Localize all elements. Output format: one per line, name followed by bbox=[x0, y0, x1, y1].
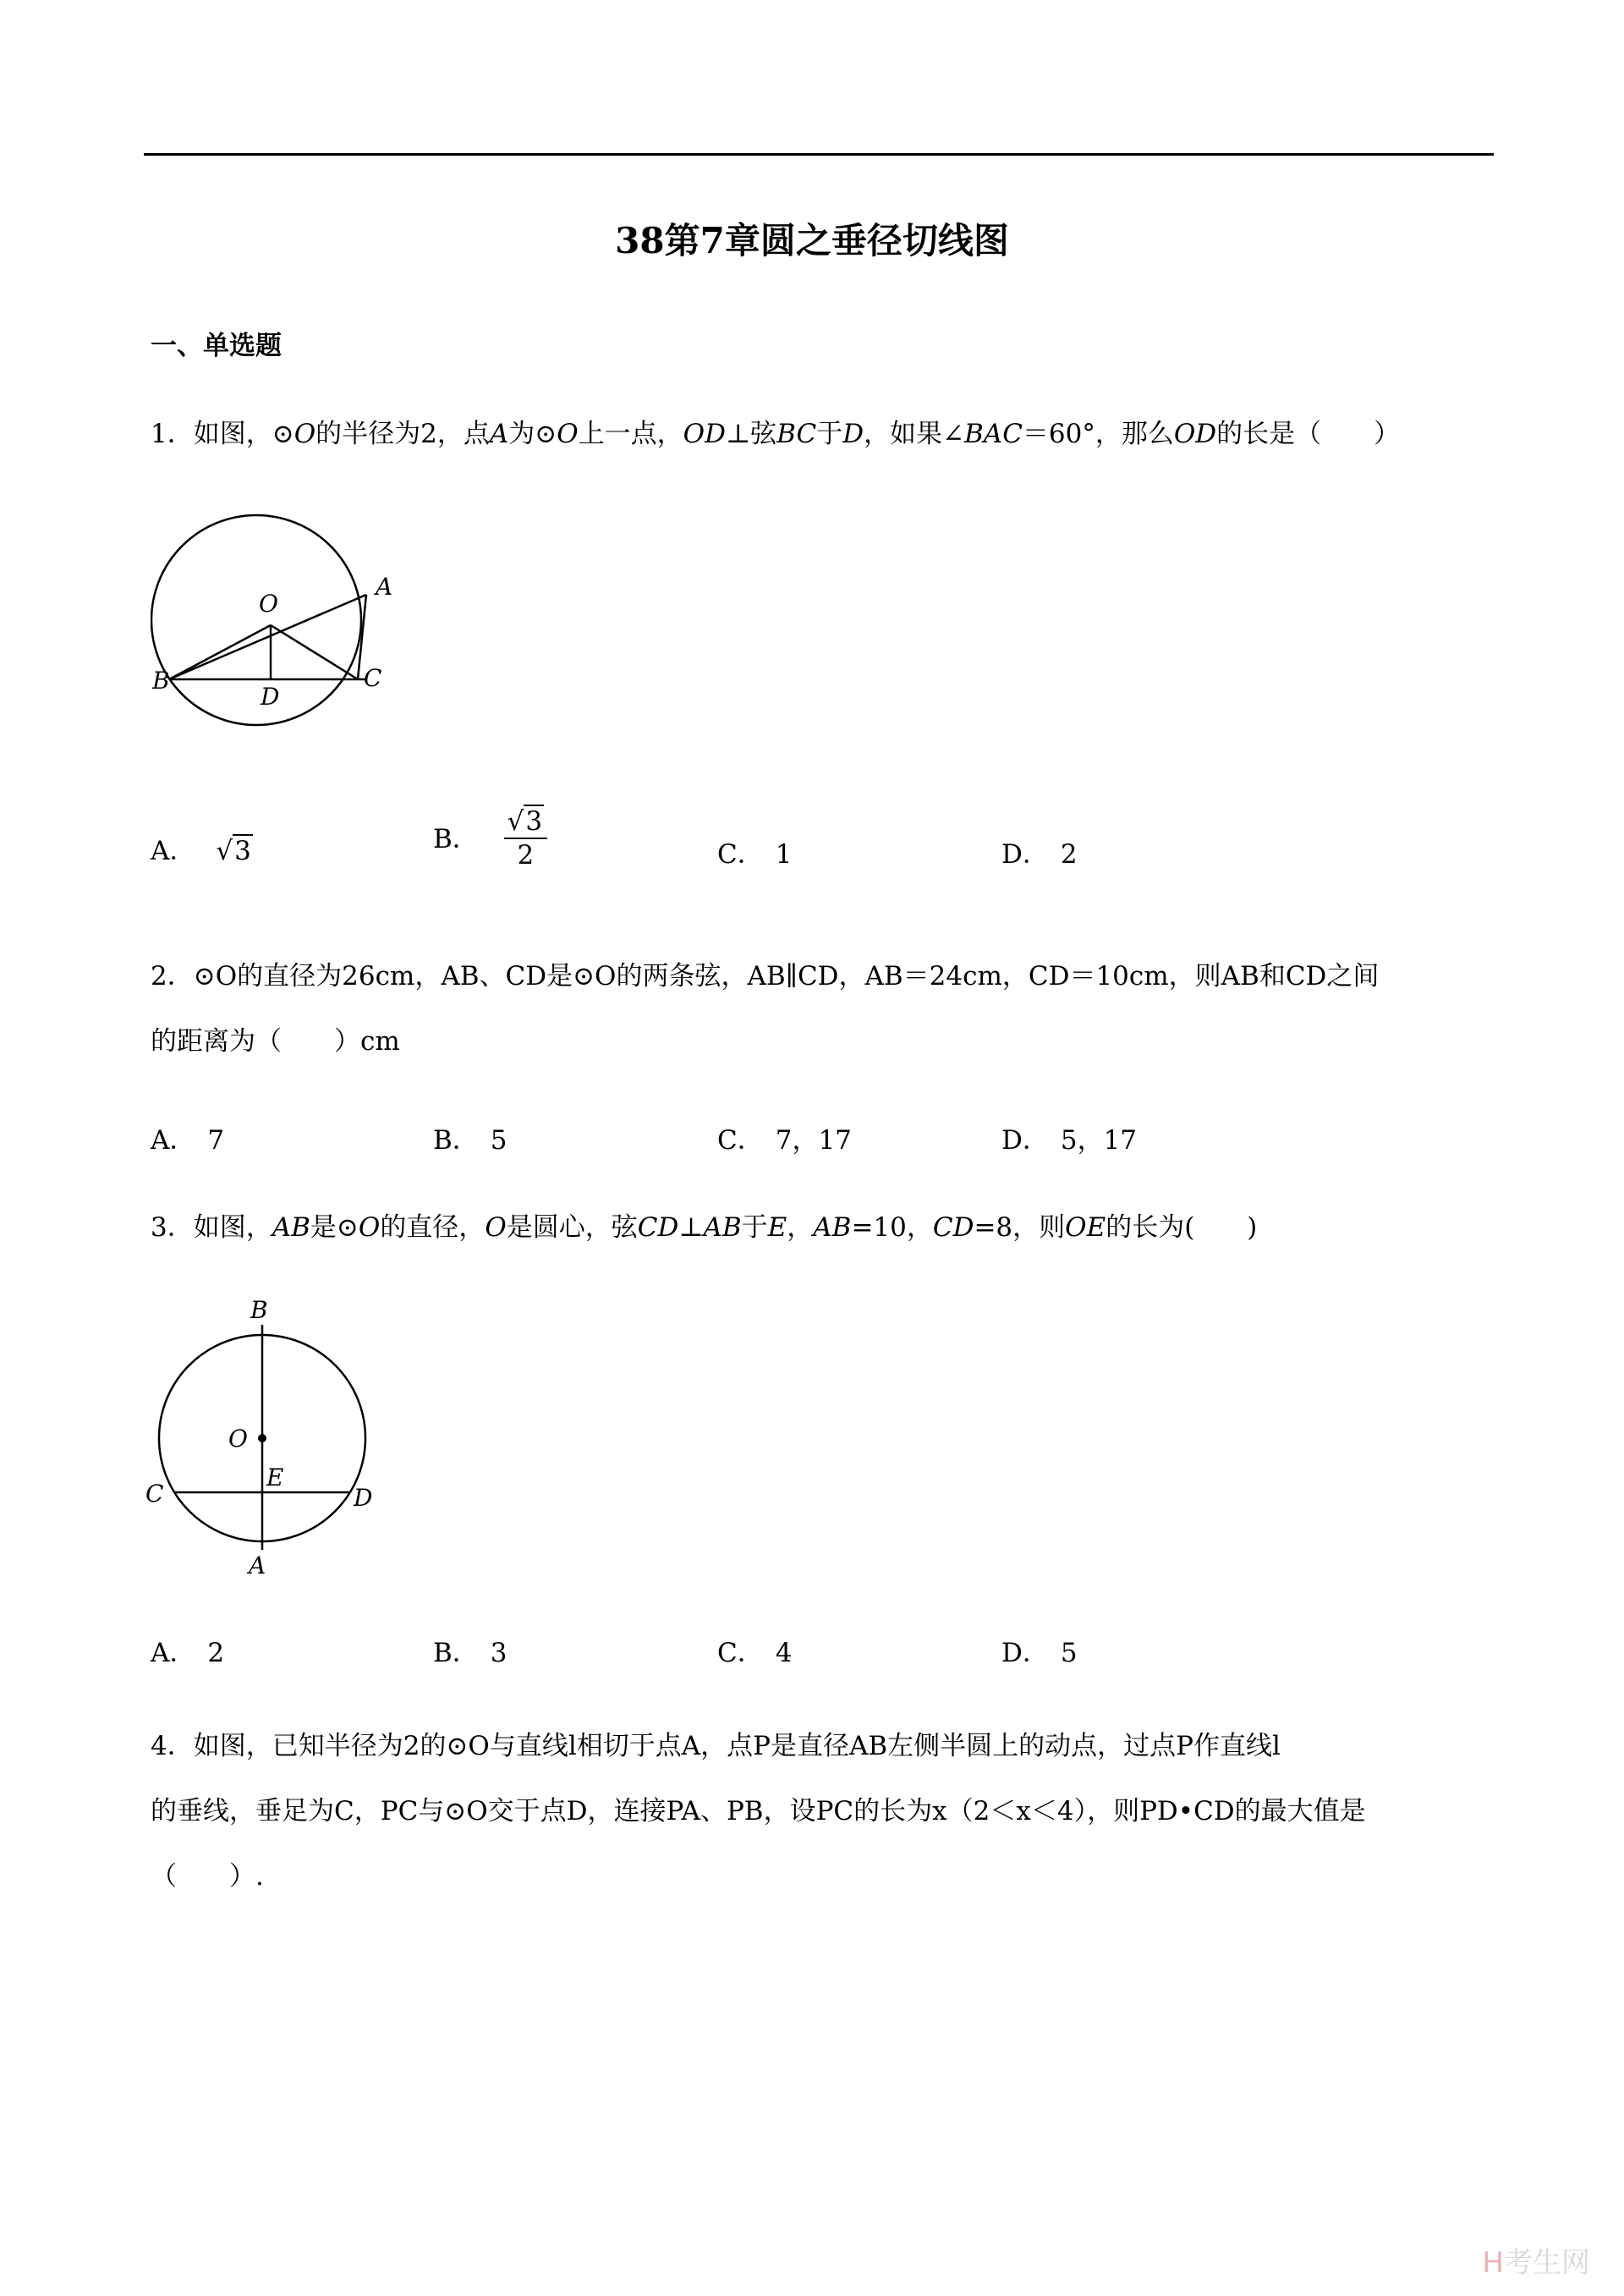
sqrt-icon: √ bbox=[507, 806, 524, 837]
q2-option-c: C． 7，17 bbox=[717, 1125, 852, 1156]
q1-option-d: D． 2 bbox=[1001, 839, 1078, 870]
label-b: B bbox=[250, 1296, 268, 1324]
question-3-figure bbox=[135, 1294, 389, 1582]
question-2-text: 2．⊙O的直径为26cm，AB、CD是⊙O的两条弦，AB∥CD，AB＝24cm，CD＝10cm，则AB和CD之间 的距离为（ ）cm bbox=[151, 961, 1380, 1057]
q2-option-d: D． 5，17 bbox=[1001, 1125, 1138, 1156]
segment-ob bbox=[169, 625, 271, 679]
page-title: 38第7章圆之垂径切线图 bbox=[615, 220, 1009, 261]
logo-icon: H bbox=[1482, 2246, 1504, 2280]
q3-option-c: C． 4 bbox=[717, 1638, 793, 1668]
label-c: C bbox=[145, 1480, 164, 1508]
section-heading: 一、单选题 bbox=[151, 331, 282, 361]
label-o: O bbox=[259, 590, 278, 618]
question-1-figure bbox=[151, 508, 404, 749]
top-divider bbox=[144, 153, 1494, 156]
label-a: A bbox=[249, 1552, 266, 1579]
question-3-text: 3．如图，AB是⊙O的直径，O是圆心，弦CD⊥AB于E，AB=10，CD=8，则OE的长为( ) bbox=[151, 1212, 1258, 1243]
segment-oc bbox=[271, 625, 358, 679]
label-b: B bbox=[152, 667, 170, 695]
q2-option-a: A． 7 bbox=[151, 1125, 225, 1156]
question-4-text: 4．如图，已知半径为2的⊙O与直线l相切于点A，点P是直径AB左侧半圆上的动点，过点P作直线l 的垂线，垂足为C，PC与⊙O交于点D，连接PA、PB，设PC的长为x（2＜x＜4），则PD•CD的最大值是 （ ）. bbox=[151, 1731, 1366, 1892]
center-point bbox=[258, 1434, 266, 1442]
label-a: A bbox=[376, 573, 393, 601]
label-e: E bbox=[266, 1464, 284, 1491]
q1-option-c: C． 1 bbox=[717, 839, 793, 870]
watermark-logo: H考生网 bbox=[1482, 2246, 1590, 2280]
q1-option-a: A． √3 bbox=[151, 836, 251, 866]
q3-option-a: A． 2 bbox=[151, 1638, 225, 1668]
label-d: D bbox=[354, 1484, 373, 1512]
label-d: D bbox=[261, 683, 280, 711]
question-number: 3． bbox=[151, 1212, 194, 1243]
question-number: 2． bbox=[151, 961, 194, 991]
sqrt-icon: √ bbox=[216, 836, 233, 866]
label-o: O bbox=[228, 1425, 248, 1453]
question-number: 1． bbox=[151, 419, 194, 449]
question-1-text: 1．如图，⊙O的半径为2，点A为⊙O上一点，OD⊥弦BC于D，如果∠BAC＝60°，那么OD的长是（ ） bbox=[151, 419, 1401, 449]
circle-o bbox=[151, 515, 361, 725]
question-number: 4． bbox=[151, 1731, 194, 1761]
q3-option-b: B． 3 bbox=[433, 1638, 508, 1668]
q1-option-b: B． $\frac{√3}{2}$ bbox=[433, 805, 547, 871]
q2-option-b: B． 5 bbox=[433, 1125, 508, 1156]
q3-option-d: D． 5 bbox=[1001, 1638, 1078, 1668]
label-c: C bbox=[364, 664, 382, 692]
